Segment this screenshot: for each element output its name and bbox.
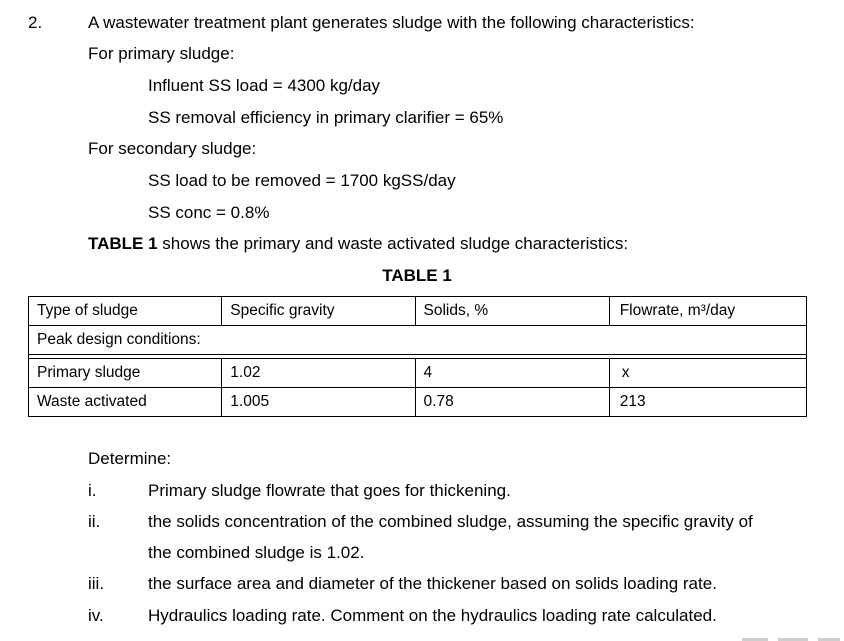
secondary-heading: For secondary sludge: [88,139,257,158]
cell-flowrate: 213 [609,388,806,417]
sludge-table [28,296,807,417]
question-number: 2. [28,13,43,32]
determine-heading: Determine: [88,449,172,468]
cell-specific-gravity: 1.005 [222,388,415,417]
table-row [29,359,807,388]
cell-solids: 0.78 [415,388,609,417]
cell-type: Waste activated [29,388,222,417]
table-caption: TABLE 1 [382,266,452,285]
table-section-row [29,326,807,355]
header-type: Type of sludge [29,297,222,326]
table-reference-text: shows the primary and waste activated sludge characteristics: [157,234,629,253]
primary-line-load: Influent SS load = 4300 kg/day [148,76,381,95]
table-row [29,388,807,417]
item-numeral-ii: ii. [88,512,101,531]
cell-specific-gravity: 1.02 [222,359,415,388]
question-intro: A wastewater treatment plant generates sludge with the following characteristics: [88,13,695,32]
cell-type: Primary sludge [29,359,222,388]
item-text-iii: the surface area and diameter of the thickener based on solids loading rate. [148,574,717,593]
table-reference-bold: TABLE 1 [88,234,158,253]
item-numeral-iv: iv. [88,606,104,625]
cropped-text-fragment [734,635,844,641]
secondary-line-conc: SS conc = 0.8% [148,203,270,222]
primary-line-efficiency: SS removal efficiency in primary clarifier = 65% [148,108,504,127]
item-numeral-i: i. [88,481,97,500]
item-text-i: Primary sludge flowrate that goes for thickening. [148,481,511,500]
item-numeral-iii: iii. [88,574,105,593]
table-header-row [29,297,807,326]
item-text-ii: the solids concentration of the combined sludge, assuming the specific gravity of [148,512,753,531]
cell-flowrate: x [609,359,806,388]
primary-heading: For primary sludge: [88,44,235,63]
secondary-line-load: SS load to be removed = 1700 kgSS/day [148,171,456,190]
header-solids: Solids, % [415,297,609,326]
table-reference-sentence [88,234,628,254]
header-flowrate: Flowrate, m³/day [609,297,806,326]
cell-solids: 4 [415,359,609,388]
item-text-ii-continued: the combined sludge is 1.02. [148,543,365,562]
item-text-iv: Hydraulics loading rate. Comment on the hydraulics loading rate calculated. [148,606,717,625]
header-specific-gravity: Specific gravity [222,297,415,326]
section-peak-design: Peak design conditions: [29,326,807,355]
